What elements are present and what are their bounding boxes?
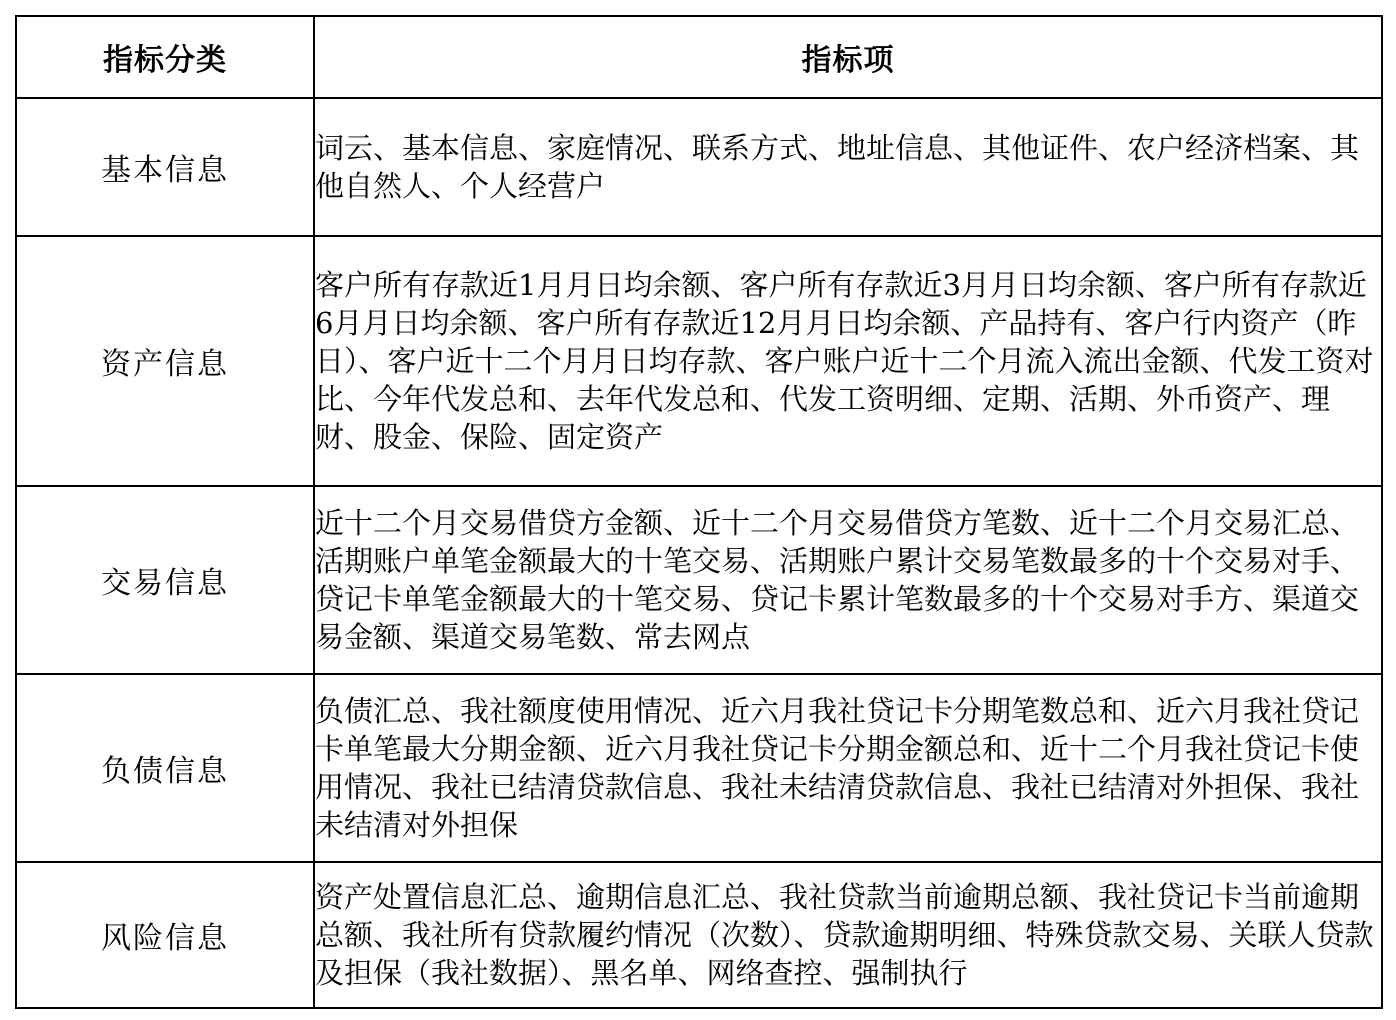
category-cell: 资产信息 bbox=[16, 236, 314, 486]
table-row bbox=[16, 236, 1382, 486]
items-cell: 资产处置信息汇总、逾期信息汇总、我社贷款当前逾期总额、我社贷记卡当前逾期总额、我社所有贷款履约情况（次数）、贷款逾期明细、特殊贷款交易、关联人贷款及担保（我社数据）、黑名单、网络查控、强制执行 bbox=[314, 862, 1382, 1008]
table-row bbox=[16, 674, 1382, 862]
items-cell: 负债汇总、我社额度使用情况、近六月我社贷记卡分期笔数总和、近六月我社贷记卡单笔最大分期金额、近六月我社贷记卡分期金额总和、近十二个月我社贷记卡使用情况、我社已结清贷款信息、我社未结清贷款信息、我社已结清对外担保、我社未结清对外担保 bbox=[314, 674, 1382, 862]
category-cell: 负债信息 bbox=[16, 674, 314, 862]
category-cell: 风险信息 bbox=[16, 862, 314, 1008]
table-row bbox=[16, 486, 1382, 674]
header-category: 指标分类 bbox=[16, 16, 314, 98]
category-cell: 交易信息 bbox=[16, 486, 314, 674]
table-row bbox=[16, 862, 1382, 1008]
table-body bbox=[16, 98, 1382, 1008]
indicator-table bbox=[15, 15, 1383, 1009]
items-cell: 客户所有存款近1月月日均余额、客户所有存款近3月月日均余额、客户所有存款近6月月日均余额、客户所有存款近12月月日均余额、产品持有、客户行内资产（昨日）、客户近十二个月月日均存款、客户账户近十二个月流入流出金额、代发工资对比、今年代发总和、去年代发总和、代发工资明细、定期、活期、外币资产、理财、股金、保险、固定资产 bbox=[314, 236, 1382, 486]
table-row bbox=[16, 98, 1382, 236]
items-cell: 词云、基本信息、家庭情况、联系方式、地址信息、其他证件、农户经济档案、其他自然人、个人经营户 bbox=[314, 98, 1382, 236]
header-row bbox=[16, 16, 1382, 98]
header-items: 指标项 bbox=[314, 16, 1382, 98]
table-header bbox=[16, 16, 1382, 98]
items-cell: 近十二个月交易借贷方金额、近十二个月交易借贷方笔数、近十二个月交易汇总、活期账户单笔金额最大的十笔交易、活期账户累计交易笔数最多的十个交易对手、贷记卡单笔金额最大的十笔交易、贷记卡累计笔数最多的十个交易对手方、渠道交易金额、渠道交易笔数、常去网点 bbox=[314, 486, 1382, 674]
category-cell: 基本信息 bbox=[16, 98, 314, 236]
